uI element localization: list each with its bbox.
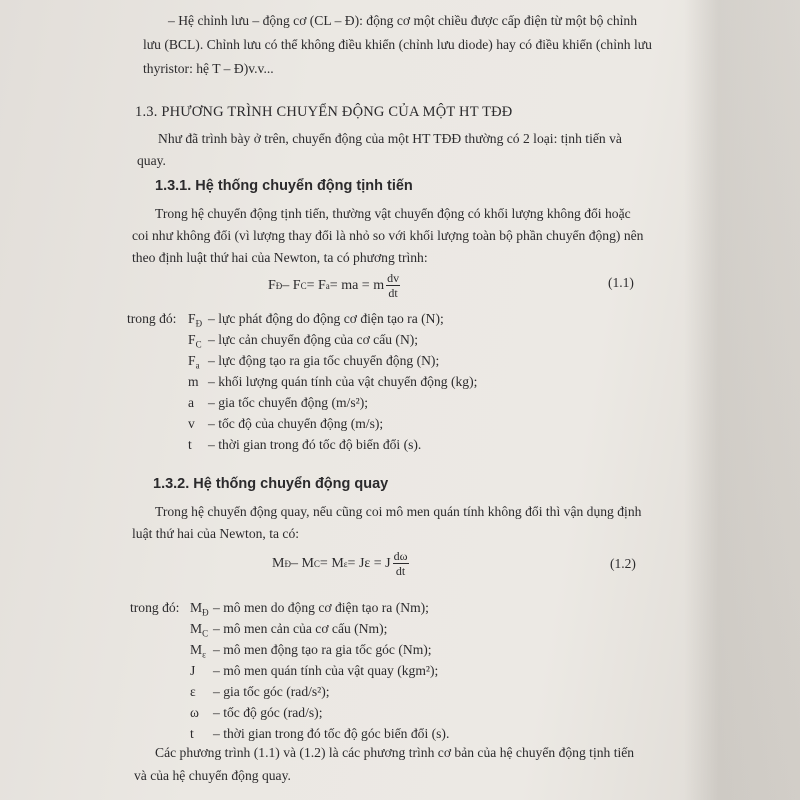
definition-symbol: [188, 395, 194, 411]
definition-symbol-letter: a: [188, 395, 195, 410]
definition-symbol-letter: F: [188, 332, 196, 347]
sub2-where-label: trong đó:: [130, 600, 180, 615]
eq1-numerator: dv: [387, 271, 400, 285]
intro-line-3: thyristor: hệ T – Đ)v.v...: [143, 61, 274, 76]
definition-text: – khối lượng quán tính của vật chuyển động (kg);: [208, 374, 478, 389]
intro-line-1: – Hệ chỉnh lưu – động cơ (CL – Đ): động cơ một chiều được cấp điện từ một bộ chỉnh: [168, 13, 638, 28]
definition-symbol-letter: M: [190, 600, 203, 615]
definition-symbol-letter: t: [188, 437, 192, 452]
eq2-minus: – M: [290, 555, 314, 571]
definition-symbol-subscript: ε: [202, 649, 206, 660]
definition-symbol: [188, 416, 195, 432]
equation-1-2-number: (1.2): [610, 556, 636, 571]
equation-1-2: [272, 550, 411, 577]
equation-1-1: [268, 272, 402, 299]
definition-symbol: [190, 726, 194, 742]
definition-symbol: [190, 621, 208, 639]
definition-symbol: [188, 353, 200, 371]
eq2-rest: = Jε = J: [347, 555, 391, 571]
definition-symbol: [188, 437, 192, 453]
section-para-line-1: Như đã trình bày ở trên, chuyển động của một HT TĐĐ thường có 2 loại: tịnh tiến và: [158, 131, 622, 146]
definition-symbol-letter: F: [188, 311, 196, 326]
definition-symbol-letter: J: [190, 663, 196, 678]
definition-symbol-letter: t: [190, 726, 194, 741]
definition-text: – mô men do động cơ điện tạo ra (Nm);: [213, 600, 429, 615]
definition-symbol-subscript: a: [195, 360, 200, 371]
definition-symbol: [188, 374, 199, 390]
definition-text: – mô men cản của cơ cấu (Nm);: [213, 621, 388, 636]
definition-text: – gia tốc góc (rad/s²);: [213, 684, 330, 699]
eq1-a-sub: a: [325, 280, 330, 291]
subsection-1-title: 1.3.1. Hệ thống chuyển động tịnh tiến: [155, 178, 413, 194]
definition-symbol-subscript: Đ: [195, 318, 203, 329]
eq1-lhs: F: [268, 277, 276, 293]
definition-symbol: [188, 311, 202, 329]
definition-text: – lực phát động do động cơ điện tạo ra (N);: [208, 311, 444, 326]
eq2-denominator: dt: [395, 564, 406, 578]
eq2-e-sub: ε: [343, 558, 348, 569]
sub1-para-line-2: coi như không đổi (vì lượng thay đổi là nhỏ so với khối lượng toàn bộ phần chuyển động) nên: [132, 228, 644, 243]
definition-symbol-letter: M: [190, 621, 203, 636]
eq2-fraction: [393, 550, 409, 577]
definition-symbol: [190, 684, 196, 700]
eq1-denominator: dt: [388, 286, 398, 300]
definition-text: – tốc độ góc (rad/s);: [213, 705, 323, 720]
intro-line-2: lưu (BCL). Chỉnh lưu có thể không điều khiển (chỉnh lưu diode) hay có điều khiển (chỉnh lưu: [143, 37, 652, 52]
definition-text: – gia tốc chuyển động (m/s²);: [208, 395, 368, 410]
eq2-lhs: M: [272, 555, 285, 571]
sub1-para-line-3: theo định luật thứ hai của Newton, ta có phương trình:: [132, 250, 428, 265]
definition-symbol-letter: M: [190, 642, 203, 657]
eq1-rest: = ma = m: [329, 277, 385, 293]
definition-text: – thời gian trong đó tốc độ góc biến đổi (s).: [213, 726, 450, 741]
definition-text: – mô men quán tính của vật quay (kgm²);: [213, 663, 439, 678]
sub2-para-line-1: Trong hệ chuyển động quay, nếu cũng coi mô men quán tính không đổi thì vận dụng định: [155, 504, 642, 519]
closing-line-1: Các phương trình (1.1) và (1.2) là các phương trình cơ bản của hệ chuyển động tịnh tiến: [155, 745, 635, 760]
equation-1-1-number: (1.1): [608, 275, 634, 290]
definition-symbol-subscript: Đ: [202, 607, 209, 618]
sub2-para-line-2: luật thứ hai của Newton, ta có:: [132, 526, 300, 541]
eq2-numerator: dω: [393, 549, 408, 563]
eq1-fraction: [386, 272, 400, 299]
sub1-para-line-1: Trong hệ chuyển động tịnh tiến, thường vật chuyển động có khối lượng không đổi hoặc: [155, 206, 631, 221]
subsection-2-title: 1.3.2. Hệ thống chuyển động quay: [153, 476, 389, 492]
eq2-equals: = M: [319, 555, 344, 571]
eq2-c-sub: C: [313, 558, 320, 569]
definition-symbol-subscript: C: [202, 628, 209, 639]
definition-text: – thời gian trong đó tốc độ biến đổi (s).: [208, 437, 422, 452]
definition-symbol: [188, 332, 202, 350]
definition-text: – tốc độ của chuyển động (m/s);: [208, 416, 384, 431]
definition-symbol-letter: F: [188, 353, 196, 368]
definition-text: – lực động tạo ra gia tốc chuyển động (N);: [208, 353, 440, 368]
section-para-line-2: quay.: [137, 153, 166, 168]
closing-line-2: và của hệ chuyển động quay.: [134, 768, 291, 783]
definition-symbol: [190, 600, 209, 618]
definition-symbol: [190, 663, 195, 679]
definition-symbol-letter: ω: [190, 705, 199, 720]
definition-text: – mô men động tạo ra gia tốc góc (Nm);: [213, 642, 432, 657]
definition-text: – lực cản chuyển động của cơ cấu (N);: [208, 332, 419, 347]
definition-symbol: [190, 705, 199, 721]
definition-symbol-letter: ε: [190, 684, 196, 699]
eq1-lhs-sub: Đ: [275, 280, 283, 291]
eq2-lhs-sub: Đ: [284, 558, 291, 569]
sub1-where-label: trong đó:: [127, 311, 177, 326]
eq1-c-sub: C: [300, 280, 307, 291]
definition-symbol-letter: m: [188, 374, 199, 389]
eq1-minus: – F: [282, 277, 301, 293]
eq1-equals: = F: [306, 277, 326, 293]
definition-symbol-subscript: C: [195, 339, 202, 350]
section-title: 1.3. PHƯƠNG TRÌNH CHUYỂN ĐỘNG CỦA MỘT HT TĐĐ: [135, 104, 513, 120]
definition-symbol: [190, 642, 206, 660]
definition-symbol-letter: v: [188, 416, 195, 431]
